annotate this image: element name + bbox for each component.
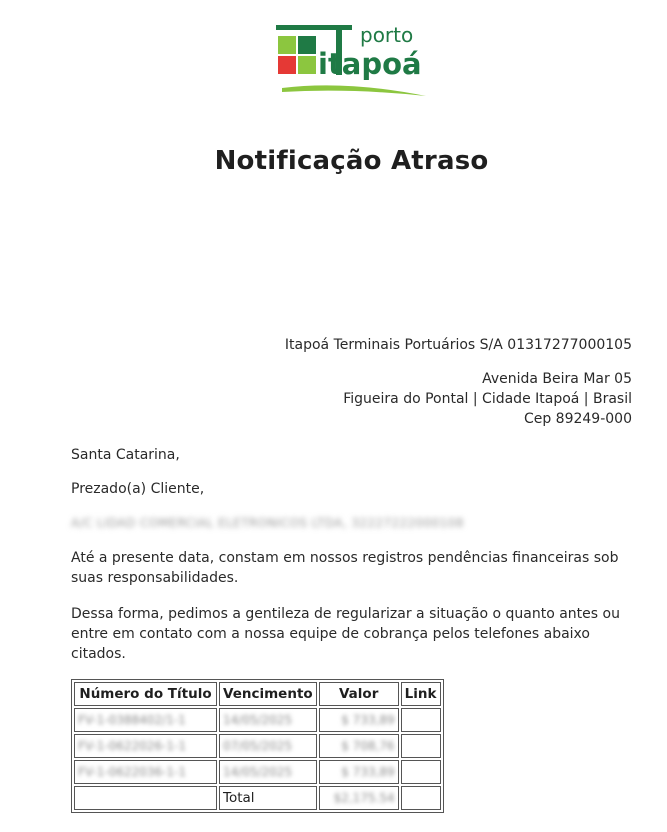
logo-square-green	[298, 36, 316, 54]
cell-link[interactable]	[401, 734, 441, 758]
cell-valor: $ 733,89	[319, 708, 399, 732]
cell-titulo: FV-1-0622036-1-1	[74, 760, 217, 784]
header-valor: Valor	[319, 682, 399, 706]
titles-table	[71, 679, 444, 813]
logo-itapoa: itapoá	[318, 47, 422, 81]
cell-titulo: FV-1-0622026-1-1	[74, 734, 217, 758]
logo-swoosh	[282, 85, 426, 96]
cell-link[interactable]	[401, 760, 441, 784]
cell-empty	[74, 786, 217, 810]
cell-empty-link	[401, 786, 441, 810]
table-row	[74, 708, 441, 732]
table-header-row	[74, 682, 441, 706]
cell-vencimento: 14/05/2025	[219, 708, 317, 732]
logo-square-red	[278, 56, 296, 74]
header-link: Link	[401, 682, 441, 706]
cell-vencimento: 14/05/2025	[219, 760, 317, 784]
table-row	[74, 760, 441, 784]
address-line-2: Figueira do Pontal | Cidade Itapoá | Brasil	[343, 391, 632, 407]
cell-link[interactable]	[401, 708, 441, 732]
porto-itapoa-logo	[276, 22, 430, 100]
paragraph-regularizar: Dessa forma, pedimos a gentileza de regularizar a situação o quanto antes ou entre em contato com a nossa equipe de cobrança pelos telefones abaixo citados.	[71, 606, 620, 662]
company-name: Itapoá Terminais Portuários S/A 01317277000105	[284, 337, 632, 353]
company-address-block	[285, 335, 632, 429]
cell-vencimento: 07/05/2025	[219, 734, 317, 758]
header-numero-titulo: Número do Título	[74, 682, 217, 706]
cell-valor: $ 733,89	[319, 760, 399, 784]
table-row	[74, 734, 441, 758]
logo-porto: porto	[360, 23, 414, 47]
total-value: $2,175.54	[319, 786, 399, 810]
cell-valor: $ 708,76	[319, 734, 399, 758]
address-line-3: Cep 89249-000	[523, 411, 632, 427]
total-label: Total	[219, 786, 317, 810]
address-line-1: Avenida Beira Mar 05	[482, 371, 632, 387]
logo-square-lime-2	[298, 56, 316, 74]
document-title: Notificação Atraso	[214, 146, 489, 176]
greeting: Prezado(a) Cliente,	[71, 481, 205, 497]
logo-square-lime	[278, 36, 296, 54]
table-total-row	[74, 786, 441, 810]
cell-titulo: FV-1-0388402/1-1	[74, 708, 217, 732]
paragraph-pendencias: Até a presente data, constam em nossos registros pendências financeiras sob suas responsabilidades.	[71, 550, 619, 586]
header-vencimento: Vencimento	[219, 682, 317, 706]
client-name-redacted: A/C LIDAD COMERCIAL ELETRONICOS LTDA, 32227222000108	[71, 516, 464, 530]
state-line: Santa Catarina,	[71, 447, 180, 463]
